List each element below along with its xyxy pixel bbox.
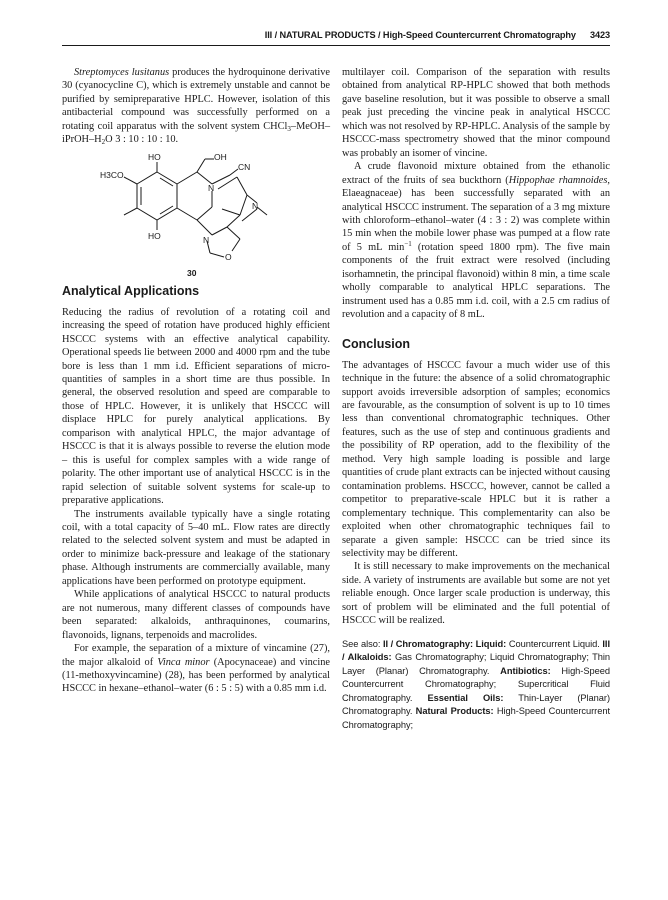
atom-cn: CN [238,161,251,172]
chemical-structure-30 [62,147,330,279]
see-also-link-natural-products[interactable]: Natural Products: [415,706,494,717]
paragraph-multilayer-coil: multilayer coil. Comparison of the separation with results obtained from analytical RP-HPLC showed that both methods gave baseline resolution, but it was possible to observe a small peak just preceding the vincine peak in analytical HSCCC which was not resolved by RP-HPLC. Analysis of the sample by HSCCC-mass spectrometry showed that the minor compound was probably an isomer of vincine. [342,67,610,159]
header-rule [62,45,610,46]
atom-ho-bottom: HO [148,230,161,241]
organism-name: Streptomyces lusitanus [74,67,170,78]
paragraph-compound-classes: While applications of analytical HSCCC to natural products are not numerous, many different classes of compounds have been separated: alkaloids, anthraquinones, coumarins, flavonoids, lignans, terpenoids and macrolides. [62,589,330,641]
atom-o-oxazolidine: O [225,251,232,262]
see-also-link-liquid[interactable]: II / Chromatography: Liquid: [382,638,507,649]
running-head [62,30,610,44]
atom-n-oxazolidine: N [203,234,210,245]
paragraph-improvements: It is still necessary to make improvements on the mechanical side. A variety of instruments are available but some are not yet reliable enough. Once larger scale production is underway, this sort of problem will be eliminated and the full potential of HSCCC will be realized. [342,561,610,627]
see-also: See also: II / Chromatography: Liquid: Countercurrent Liquid. III / Alkaloids: Gas Chromatography; Liquid Chromatography; Thin Layer (Planar) Chromatography. Antibiotics: High-Speed Countercurrent Chromatography; Supercritical Fluid Chromatography. Essential Oils: Thin-Layer (Planar) Chromatography. Natural Products: High-Speed Countercurrent Chromatography; [342,638,611,730]
paragraph-cyanocycline: Streptomyces lusitanus produces the hydroquinone derivative 30 (cyanocycline C), which is extremely unstable and cannot be purified by semipreparative HPLC. However, isolation of this antibacterial compound was successfully performed on a rotating coil apparatus with the solvent system $CHCl_3-MeOH-iPrOH-H_2O$ 3 : 10 : 10 : 10. [62,67,330,147]
atom-n-ring: N [208,182,215,193]
paragraph-flavonoid: A crude flavonoid mixture obtained from the ethanolic extract of the fruits of sea buckthorn (Hippophae rhamnoides, Elaeagnaceae) has been successfully separated with an analytical HSCCC instrument. The separation of a 3 mg mixture with chloroform–ethanol–water (4 : 3 : 2) was complete within 15 min when the mobile lower phase was pumped at a flow rate of 5 mL $\min^{-1}$ (rotation speed 1800 rpm). The five main components of the fruit extract were resolved (including isorhamnetin, the principal flavonoid) within 8 min, a time scale wholly comparable to analytical HPLC separations. The instrument used has a 0.85 mm i.d. coil, with a 2.5 cm radius of revolution and a capacity of 8 mL. [342,161,611,321]
paragraph-analytical-intro: Reducing the radius of revolution of a rotating coil and increasing the speed of rotation have produced highly efficient HSCCC systems with an effective analytical capability. Operational speeds lie between 2000 and 4000 rpm and the tube bore is less than 1 mm i.d. Efficient separations of micro-quantities of samples in a short time are thus possible. In general, the observed resolution and speed are comparable to those of HPLC. However, it is unlikely that HSCCC will displace HPLC for purely analytical applications. By comparison with analytical HPLC, the major advantage of HSCCC is that it is always possible to reverse the elution mode – this is useful for complex samples with a wide range of polarity. The other important use of analytical HSCCC is in the rapid selection of suitable solvent systems for scale-up to preparative applications. [62,306,330,507]
atom-ho-top: HO [148,151,161,162]
paragraph-instruments: The instruments available typically have a single rotating coil, with a total capacity of 5–40 mL. Flow rates are directly related to the selected solvent system and must be adapted in order to minimize back-pressure and leakage of the stationary phase. Although instruments are commercially available, many applications have been performed on prototype equipment. [62,508,330,587]
right-column [342,66,610,732]
left-column [62,66,330,696]
atom-h3co: H3CO [100,169,124,180]
atom-n-methyl: N [252,200,259,211]
atom-oh: OH [214,151,227,162]
running-title: III / NATURAL PRODUCTS / High-Speed Countercurrent Chromatography [264,30,576,40]
compound-label: 30 [187,267,197,278]
section-title-analytical: Analytical Applications [62,283,200,298]
see-also-link-antibiotics[interactable]: Antibiotics: [500,665,551,676]
paragraph-vincamine: For example, the separation of a mixture of vincamine (27), the major alkaloid of Vinca minor (Apocynaceae) and vincine (11-methoxyvincamine) (28), has been performed by analytical HSCCC in hexane–ethanol–water (6 : 5 : 5) with a 0.85 mm i.d. [62,643,330,695]
paragraph-conclusion: The advantages of HSCCC favour a much wider use of this technique in the future: the absence of a solid chromatographic support avoids irreversible adsorption of samples; economics are favourable, as the consumption of solvent is up to 10 times less than conventional chromatographic techniques. Other features, such as the use of step and continuous gradients and the possibility of RP operation, add to the flexibility of the method. Very high sample loading is possible and large quantities of crude plant extracts can be injected without causing contamination problems. HSCCC, however, cannot be called a competitor to preparative-scale HPLC but it is rather a complementary technique. This complementarity can also be exploited when other chromatographic techniques fail to separate a given sample: HSCCC can be tried since its selectivity may be different. [342,359,610,559]
see-also-link-essential-oils[interactable]: Essential Oils: [427,692,504,703]
page-number: 3423 [589,30,610,40]
section-title-conclusion: Conclusion [342,336,411,351]
aromatic-ring [137,172,177,220]
structure-drawing [62,147,330,279]
see-also-link-alkaloids[interactable]: III / Alkaloids: [342,638,610,663]
